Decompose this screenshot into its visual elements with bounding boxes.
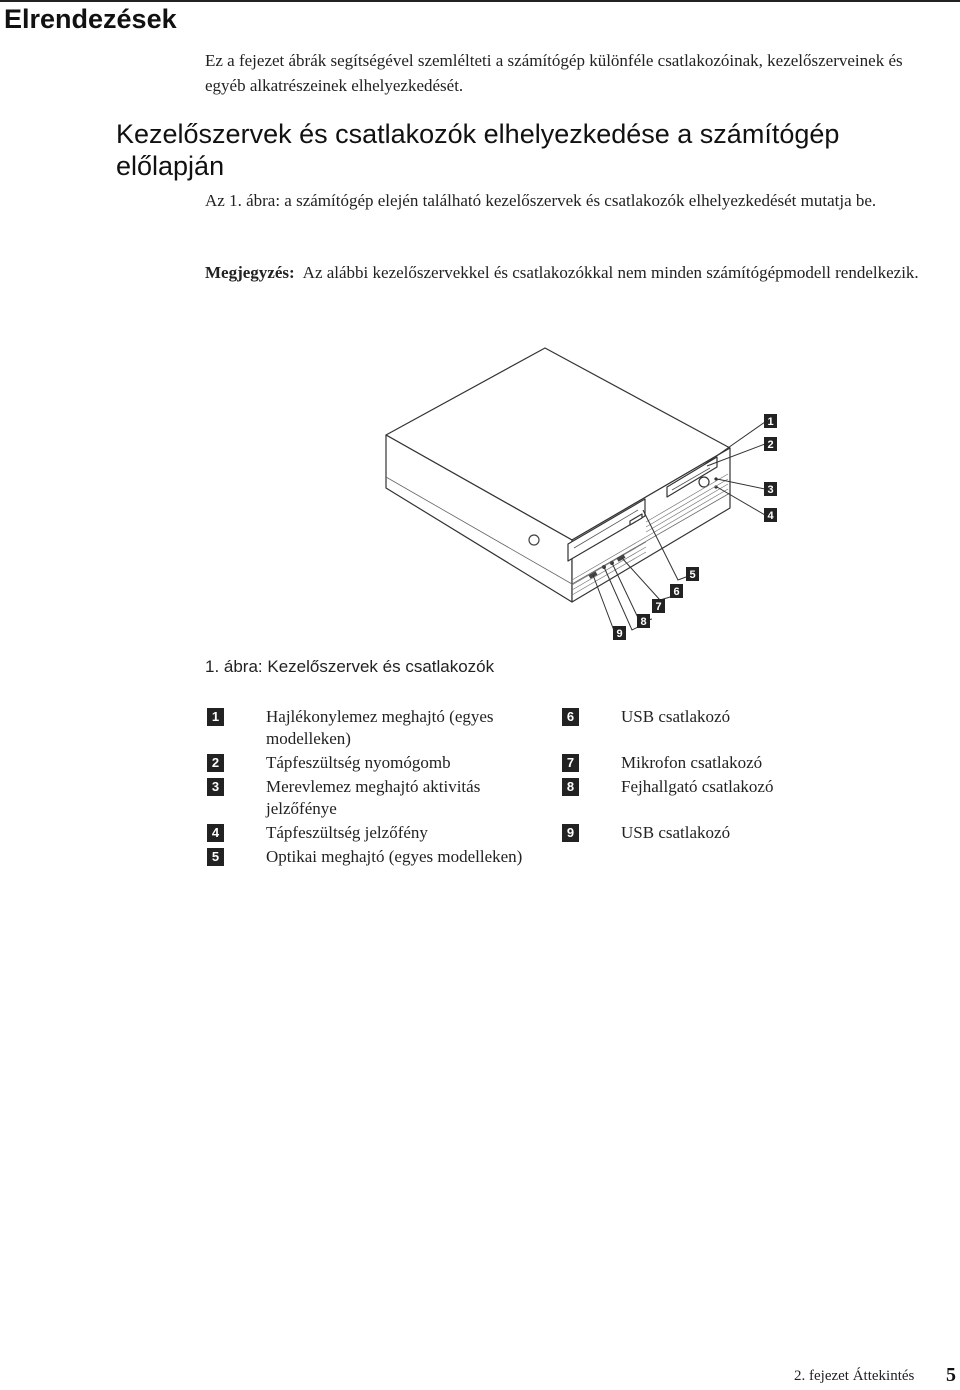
note-text: Az alábbi kezelőszervekkel és csatlakozókkal nem minden számítógépmodell rendelkezik. [302, 263, 919, 282]
figure-caption: 1. ábra: Kezelőszervek és csatlakozók [205, 657, 495, 676]
callout-1: 1 [767, 416, 774, 428]
callout-3: 3 [767, 484, 774, 496]
legend-number: 7 [562, 754, 579, 772]
note-label: Megjegyzés: [205, 263, 295, 282]
legend-number: 3 [207, 778, 224, 796]
callout-8: 8 [640, 616, 647, 628]
legend-number: 4 [207, 824, 224, 842]
legend-number: 9 [562, 824, 579, 842]
chapter-title: Elrendezések [4, 4, 177, 34]
legend-number: 2 [207, 754, 224, 772]
power-button [699, 477, 709, 487]
legend-text: Fejhallgató csatlakozó [621, 777, 774, 796]
legend-text: USB csatlakozó [621, 823, 731, 842]
callout-5: 5 [689, 569, 696, 581]
legend-number: 5 [207, 848, 224, 866]
footer-chapter: 2. fejezet Áttekintés [794, 1368, 915, 1384]
callout-2: 2 [767, 439, 774, 451]
legend-number: 1 [207, 708, 224, 726]
callout-9: 9 [616, 628, 623, 640]
note [205, 260, 950, 285]
computer-drawing [360, 340, 800, 650]
callout-6: 6 [673, 586, 680, 598]
callout-7: 7 [655, 601, 662, 613]
legend-text: Tápfeszültség nyomógomb [266, 753, 451, 772]
legend-text: Optikai meghajtó (egyes modelleken) [266, 847, 523, 866]
legend-number: 8 [562, 778, 579, 796]
intro-paragraph: Ez a fejezet ábrák segítségével szemlélteti a számítógép különféle csatlakozóinak, kezelőszerveinek és egyéb alkatrészeinek elhelyezkedését. [205, 51, 903, 95]
top-rule [0, 0, 960, 2]
legend-text: Tápfeszültség jelzőfény [266, 823, 428, 842]
computer-front-illustration [360, 340, 800, 650]
figure-reference-paragraph: Az 1. ábra: a számítógép elején található kezelőszervek és csatlakozók elhelyezkedését mutatja be. [205, 191, 877, 210]
page-number: 5 [946, 1364, 956, 1386]
callout-4: 4 [767, 510, 774, 522]
section-title: Kezelőszervek és csatlakozók elhelyezkedése a számítógép előlapján [116, 119, 840, 181]
legend-text: Merevlemez meghajtó aktivitás jelzőfénye [266, 777, 481, 818]
legend-text: USB csatlakozó [621, 707, 731, 726]
legend-number: 6 [562, 708, 579, 726]
legend-text: Hajlékonylemez meghajtó (egyes modelleken) [266, 707, 494, 748]
legend-text: Mikrofon csatlakozó [621, 753, 763, 772]
